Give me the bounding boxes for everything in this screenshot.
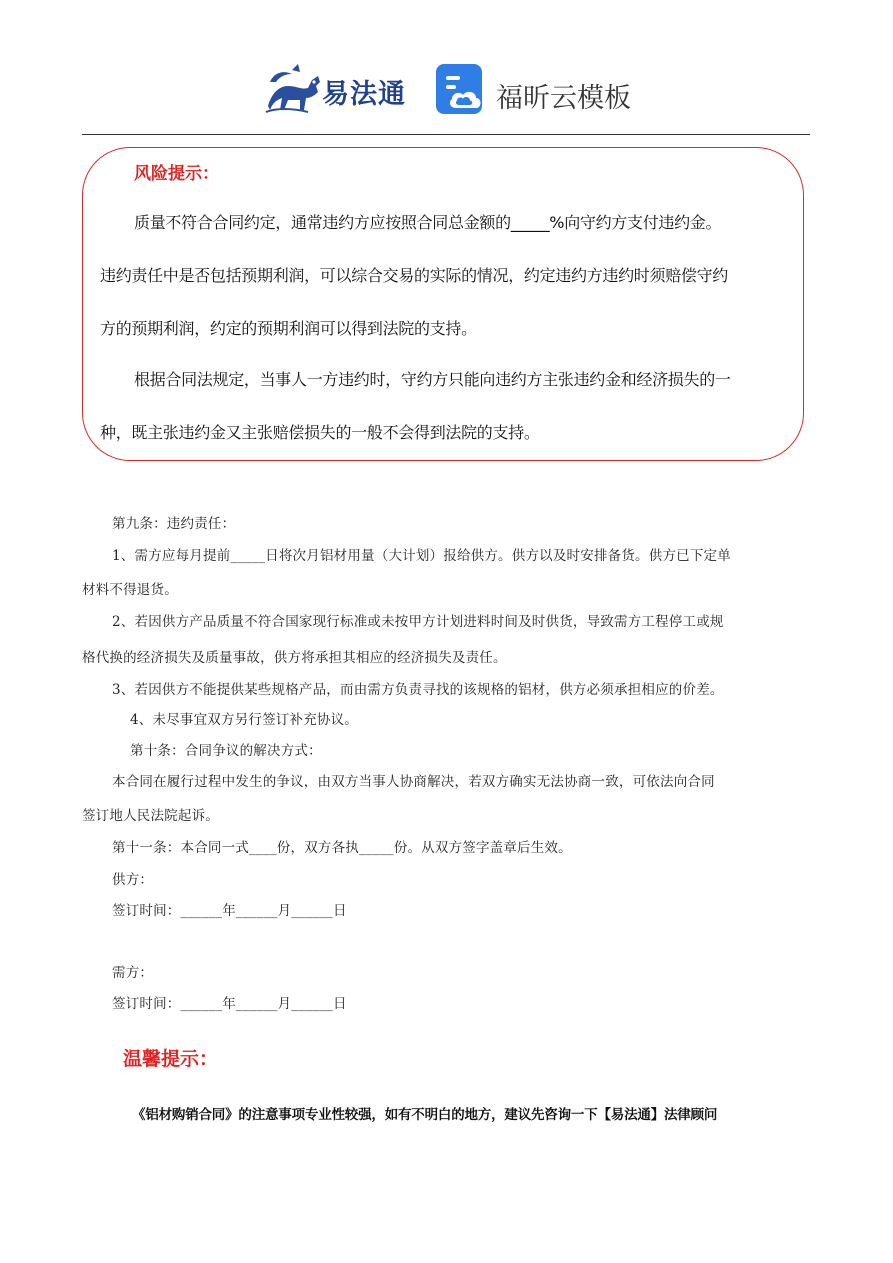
article-11: 第十一条：本合同一式____份，双方各执_____份。从双方签字盖章后生效。 — [112, 840, 572, 856]
supplier-label: 供方： — [112, 872, 154, 888]
yifatong-logo — [262, 62, 414, 118]
supplier-sign-date: 签订时间：______年______月______日 — [112, 903, 347, 919]
clause-9-2-line-2: 格代换的经济损失及质量事故，供方将承担其相应的经济损失及责任。 — [82, 650, 507, 666]
clause-9-3: 3、若因供方不能提供某些规格产品，而由需方负责寻找的该规格的铝材，供方必须承担相应的价差。 — [112, 682, 724, 698]
article-10-line-1: 本合同在履行过程中发生的争议，由双方当事人协商解决，若双方确实无法协商一致，可依法向合同 — [112, 774, 715, 790]
risk-warning-title: 风险提示： — [134, 164, 219, 184]
qilin-mascot-icon — [262, 62, 324, 118]
warm-tip-title: 温馨提示： — [123, 1048, 219, 1070]
risk-line-2: 违约责任中是否包括预期利润，可以综合交易的实际的情况，约定违约方违约时须赔偿守约 — [100, 266, 729, 285]
risk-line-4: 根据合同法规定，当事人一方违约时，守约方只能向违约方主张违约金和经济损失的一 — [134, 370, 731, 389]
fuxin-logo — [436, 64, 636, 118]
clause-9-1-line-1: 1、需方应每月提前_____日将次月铝材用量（大计划）报给供方。供方以及时安排备货。供方已下定单 — [112, 548, 731, 564]
buyer-label: 需方： — [112, 965, 154, 981]
risk-line-5: 种，既主张违约金又主张赔偿损失的一般不会得到法院的支持。 — [100, 423, 540, 442]
article-9-heading: 第九条：违约责任： — [112, 516, 236, 532]
cloud-document-icon — [436, 64, 486, 116]
clause-9-2-line-1: 2、若因供方产品质量不符合国家现行标准或未按甲方计划进料时间及时供货，导致需方工程停工或规 — [112, 614, 724, 630]
clause-9-4: 4、未尽事宜双方另行签订补充协议。 — [130, 712, 358, 728]
fuxin-brand-text: 福昕云模板 — [496, 83, 631, 114]
article-10-line-2: 签订地人民法院起诉。 — [82, 808, 219, 824]
buyer-sign-date: 签订时间：______年______月______日 — [112, 996, 347, 1012]
header-divider — [82, 134, 810, 135]
page-header — [0, 58, 893, 122]
warm-tip-text: 《铝材购销合同》的注意事项专业性较强，如有不明白的地方，建议先咨询一下【易法通】法律顾问 — [132, 1107, 718, 1123]
risk-warning-box — [82, 147, 804, 461]
risk-line-3: 方的预期利润，约定的预期利润可以得到法院的支持。 — [100, 319, 477, 338]
yifatong-brand-text: 易法通 — [322, 79, 406, 110]
risk-line-1: 质量不符合合同约定，通常违约方应按照合同总金额的_____%向守约方支付违约金。 — [134, 213, 722, 232]
clause-9-1-line-2: 材料不得退货。 — [82, 582, 178, 598]
article-10-heading: 第十条：合同争议的解决方式： — [130, 743, 322, 759]
